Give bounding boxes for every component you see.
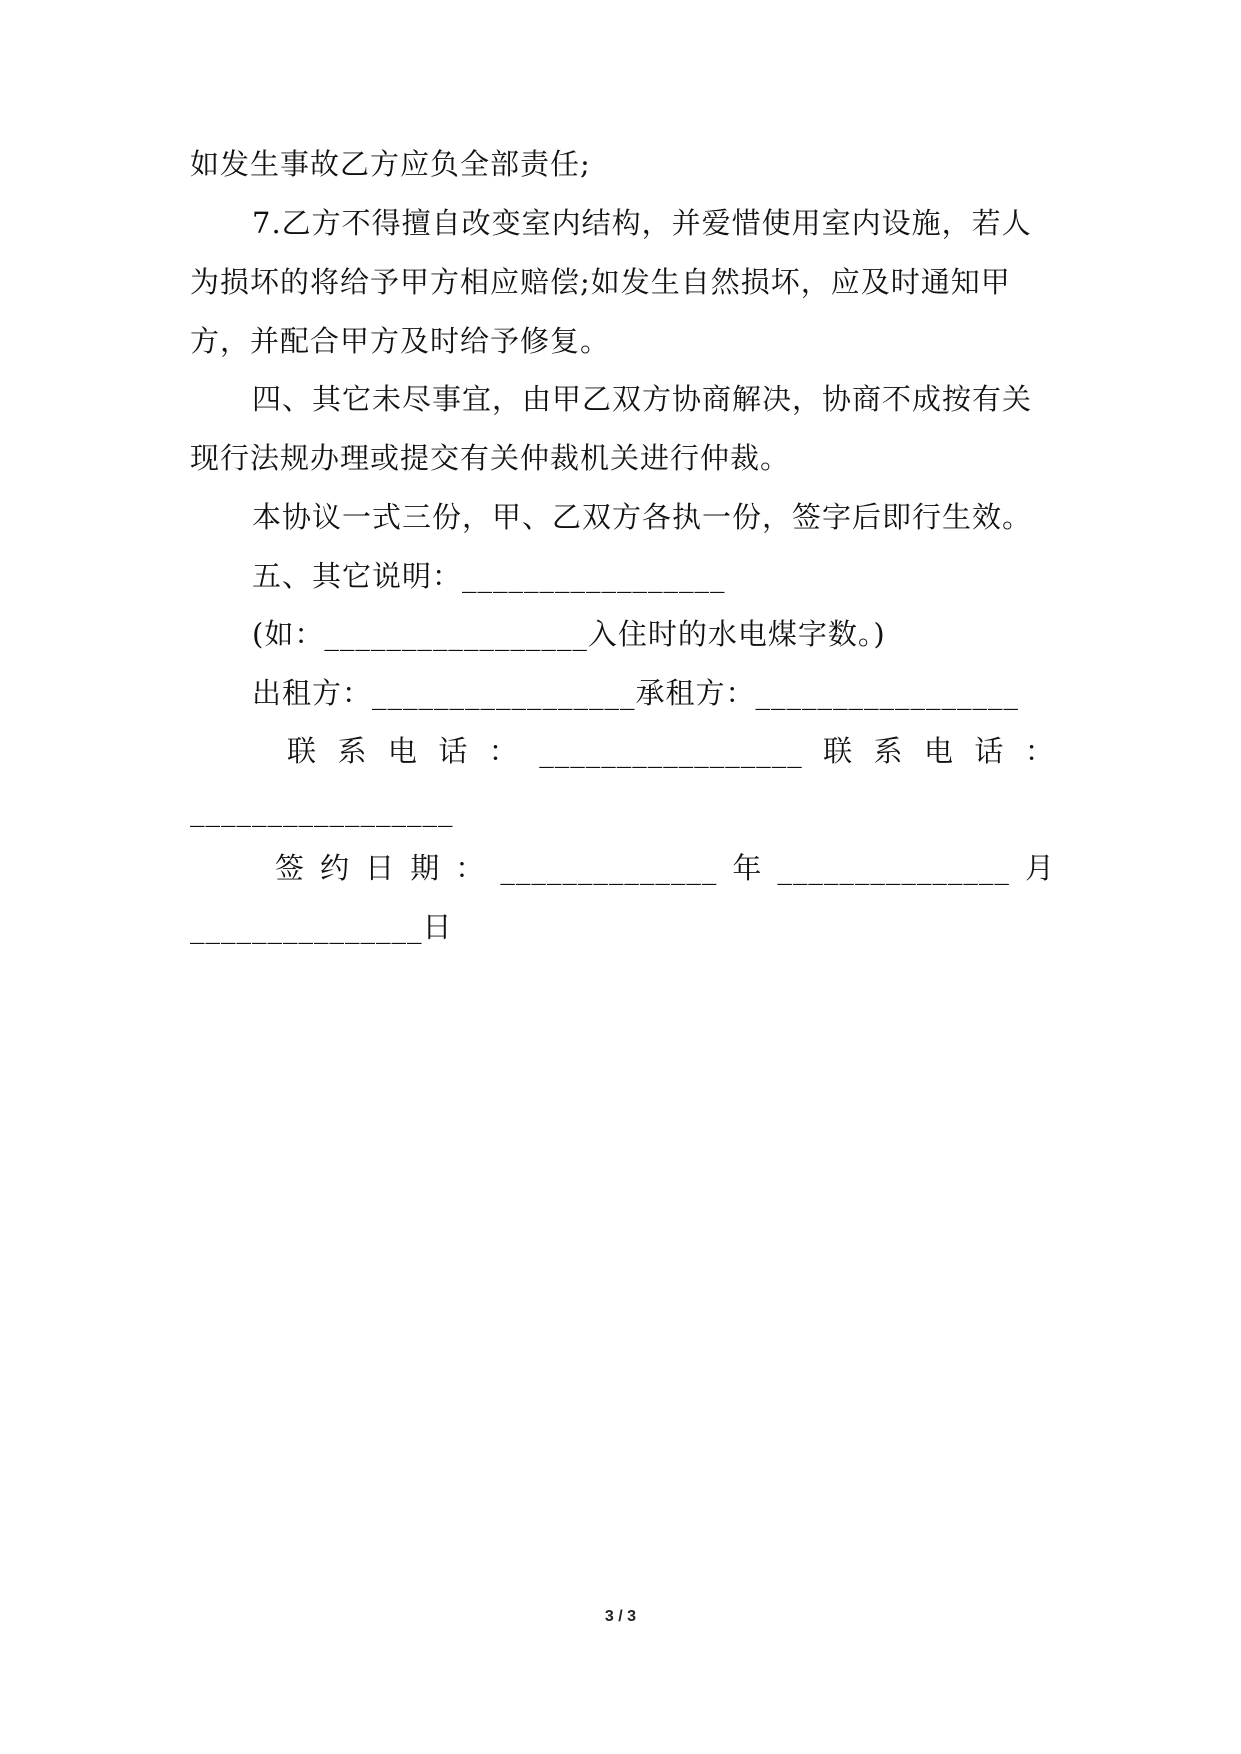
- date-char: 月: [1024, 851, 1055, 885]
- date-char: 日: [365, 851, 396, 885]
- date-tail-line: _______________日: [190, 910, 453, 944]
- contact-char: ：: [488, 734, 519, 768]
- date-char: ：: [455, 851, 486, 885]
- text-line-7: 本协议一式三份，甲、乙双方各执一份，签字后即行生效。: [252, 500, 1033, 534]
- date-char: 约: [320, 851, 351, 885]
- text-line-3: 为损坏的将给予甲方相应赔偿;如发生自然损坏，应及时通知甲: [190, 265, 1011, 299]
- contact-char: 话: [974, 734, 1005, 768]
- date-blank-year: ______________: [500, 851, 718, 885]
- contact-char: 电: [387, 734, 418, 768]
- text-line-5: 四、其它未尽事宜，由甲乙双方协商解决，协商不成按有关: [252, 382, 1033, 416]
- date-char: 期: [410, 851, 441, 885]
- date-line: [275, 848, 1055, 888]
- page-number: 3 / 3: [604, 1608, 637, 1625]
- contact-blank-line: _________________: [190, 793, 454, 827]
- contact-char: 系: [337, 734, 368, 768]
- contact-blank: _________________: [539, 734, 803, 768]
- text-line-6: 现行法规办理或提交有关仲裁机关进行仲裁。: [190, 441, 791, 475]
- contact-char: 联: [823, 734, 854, 768]
- contact-char: 话: [438, 734, 469, 768]
- date-char: 签: [275, 851, 306, 885]
- date-blank-month: _______________: [777, 851, 1010, 885]
- date-char: 年: [732, 851, 763, 885]
- contact-char: ：: [1024, 734, 1055, 768]
- text-line-8: 五、其它说明：_________________: [252, 559, 726, 593]
- contact-char: 电: [923, 734, 954, 768]
- text-line-2: 7.乙方不得擅自改变室内结构，并爱惜使用室内设施，若人: [252, 206, 1032, 240]
- text-line-10: 出租方：_________________承租方：_________________: [252, 676, 1020, 710]
- contact-line: [287, 731, 1055, 771]
- text-line-9: (如：_________________入住时的水电煤字数。): [252, 617, 886, 651]
- text-line-4: 方，并配合甲方及时给予修复。: [190, 324, 611, 358]
- contact-char: 联: [287, 734, 318, 768]
- contact-char: 系: [873, 734, 904, 768]
- text-line-1: 如发生事故乙方应负全部责任;: [190, 147, 591, 181]
